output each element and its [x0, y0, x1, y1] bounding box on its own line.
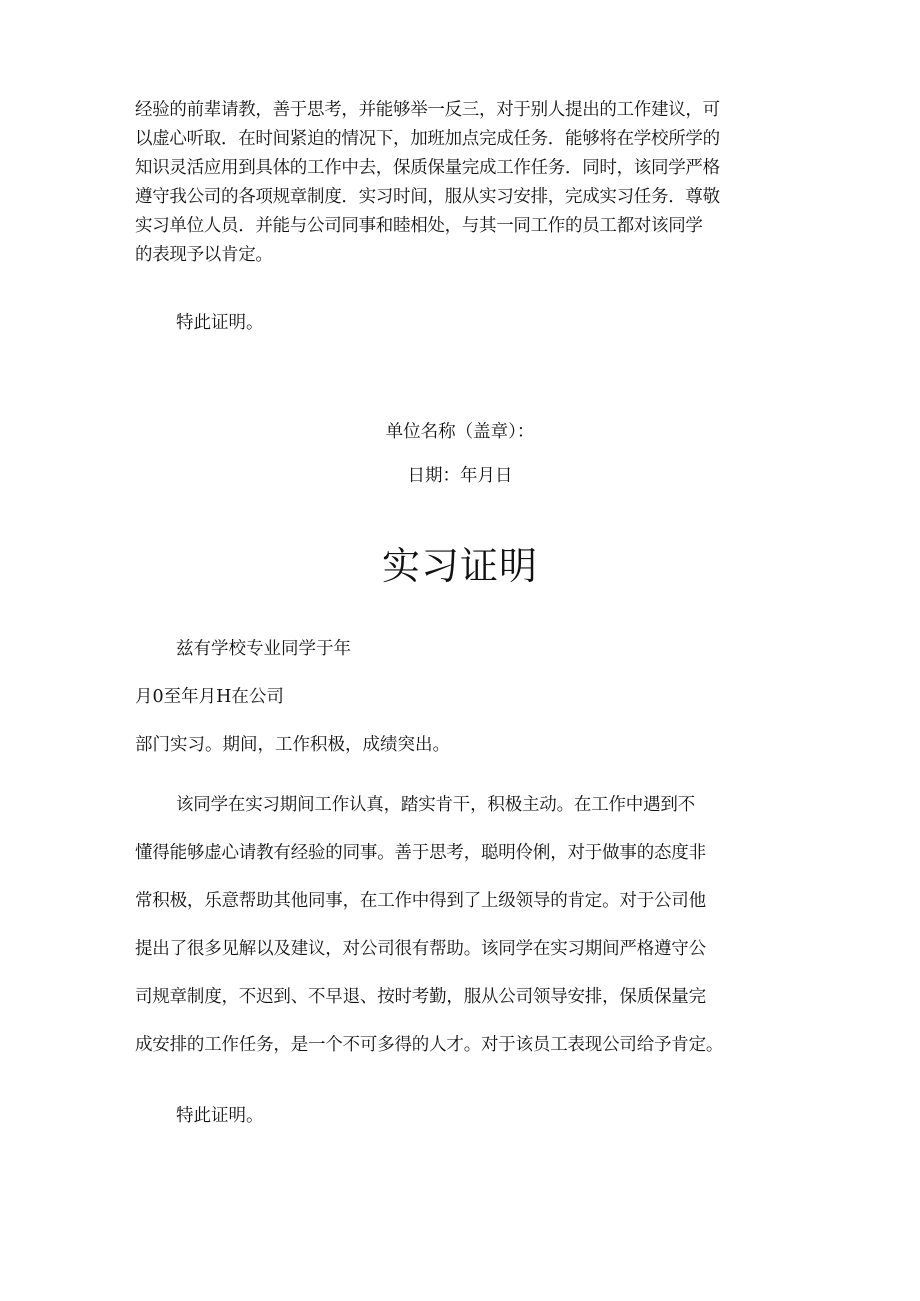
- paragraph-line: 司规章制度，不迟到、不早退、按时考勤，服从公司领导安排，保质保量完: [135, 987, 706, 1007]
- intro-line-3: 部门实习。期间，工作积极，成绩突出。: [135, 735, 450, 755]
- paragraph-line: 该同学在实习期间工作认真，踏实肯干，积极主动。在工作中遇到不: [176, 795, 695, 815]
- document-title: 实习证明: [381, 544, 538, 588]
- date-line: 日期：年月日: [407, 466, 513, 486]
- paragraph-line: 成安排的工作任务，是一个不可多得的人才。对于该员工表现公司给予肯定。: [135, 1035, 724, 1055]
- paragraph-line: 以虚心听取．在时间紧迫的情况下，加班加点完成任务．能够将在学校所学的: [135, 129, 720, 149]
- certify-statement: 特此证明。: [176, 313, 264, 333]
- previous-letter-paragraph: [135, 96, 795, 270]
- paragraph-line: 实习单位人员．并能与公司同事和睦相处，与其一同工作的员工都对该同学: [135, 216, 703, 236]
- paragraph-line: 遵守我公司的各项规章制度．实习时间，服从实习安排，完成实习任务．尊敬: [135, 187, 720, 207]
- paragraph-line: 的表现予以肯定。: [135, 245, 273, 265]
- paragraph-line: 懂得能够虚心请教有经验的同事。善于思考，聪明伶俐，对于做事的态度非: [135, 843, 706, 863]
- evaluation-paragraph: [135, 781, 800, 1069]
- paragraph-line: 经验的前辈请教，善于思考，并能够举一反三，对于别人提出的工作建议，可: [135, 100, 720, 120]
- paragraph-line: 常积极，乐意帮助其他同事，在工作中得到了上级领导的肯定。对于公司他: [135, 891, 706, 911]
- intro-line-1: 兹有学校专业同学于年: [176, 639, 351, 659]
- paragraph-line: 知识灵活应用到具体的工作中去，保质保量完成工作任务．同时，该同学严格: [135, 158, 720, 178]
- certify-statement-closing: 特此证明。: [176, 1106, 264, 1126]
- intro-line-2: 月0至年月H在公司: [135, 687, 284, 707]
- unit-name-seal-line: 单位名称（盖章）：: [385, 422, 535, 442]
- paragraph-line: 提出了很多见解以及建议，对公司很有帮助。该同学在实习期间严格遵守公: [135, 939, 706, 959]
